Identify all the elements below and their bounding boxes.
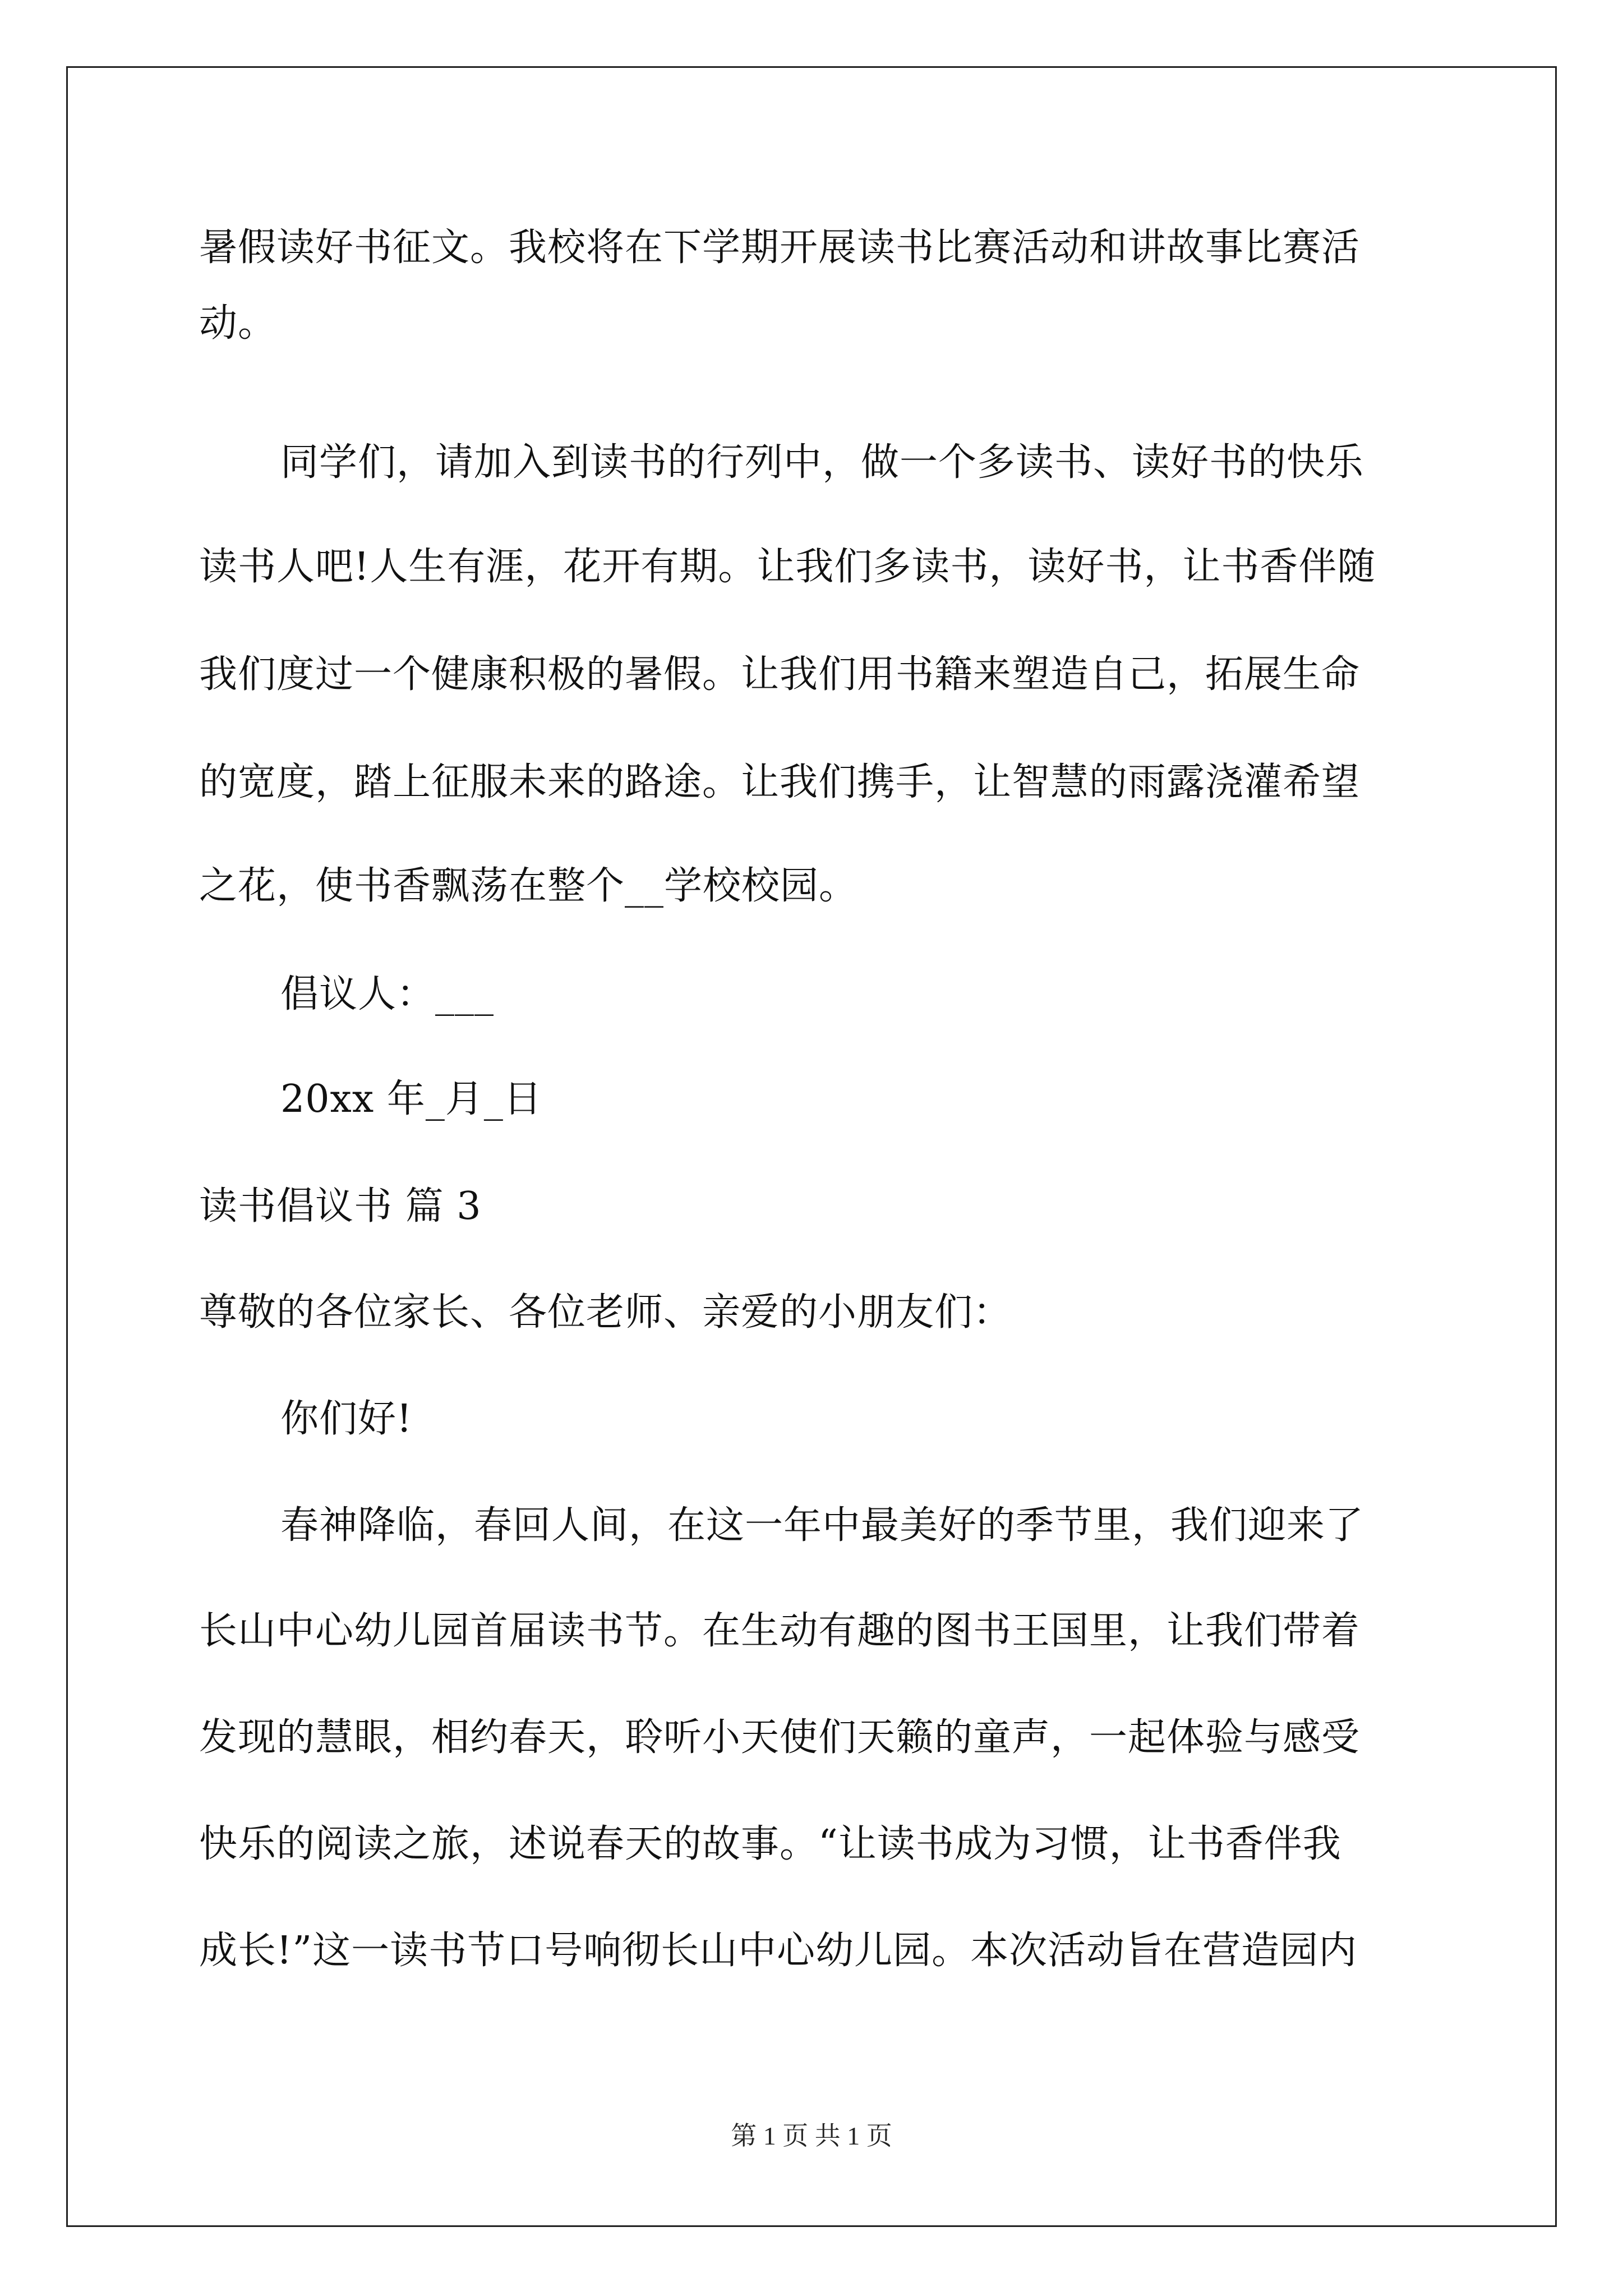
date-line: 20xx 年_月_日 xyxy=(280,1077,542,1121)
text-line: 成长!”这一读书节口号响彻长山中心幼儿园。本次活动旨在营造园内 xyxy=(199,1929,1358,1973)
proposer-line: 倡议人：___ xyxy=(280,972,495,1016)
text-line: 暑假读好书征文。我校将在下学期开展读书比赛活动和讲故事比赛活 xyxy=(199,226,1361,270)
text-line: 我们度过一个健康积极的暑假。让我们用书籍来塑造自己，拓展生命 xyxy=(199,652,1361,697)
page-footer: 第 1 页 共 1 页 xyxy=(731,2122,892,2150)
text-line: 之花，使书香飘荡在整个__学校校园。 xyxy=(199,864,858,908)
text-line: 读书人吧!人生有涯，花开有期。让我们多读书，读好书，让书香伴随 xyxy=(199,545,1376,589)
paragraph-start: 春神降临，春回人间，在这一年中最美好的季节里，我们迎来了 xyxy=(280,1503,1364,1548)
text-line: 长山中心幼儿园首届读书节。在生动有趣的图书王国里，让我们带着 xyxy=(199,1609,1361,1653)
text-line: 动。 xyxy=(199,301,277,346)
paragraph-start: 同学们，请加入到读书的行列中，做一个多读书、读好书的快乐 xyxy=(280,440,1364,485)
section-heading: 读书倡议书 篇 3 xyxy=(199,1184,482,1228)
text-line: 的宽度，踏上征服未来的路途。让我们携手，让智慧的雨露浇灌希望 xyxy=(199,760,1361,804)
text-line: 快乐的阅读之旅，述说春天的故事。“让读书成为习惯，让书香伴我 xyxy=(199,1822,1341,1866)
salutation: 尊敬的各位家长、各位老师、亲爱的小朋友们： xyxy=(199,1290,1012,1335)
greeting: 你们好! xyxy=(280,1397,413,1441)
page-border xyxy=(66,66,1557,2227)
text-line: 发现的慧眼，相约春天，聆听小天使们天籁的童声，一起体验与感受 xyxy=(199,1715,1361,1760)
